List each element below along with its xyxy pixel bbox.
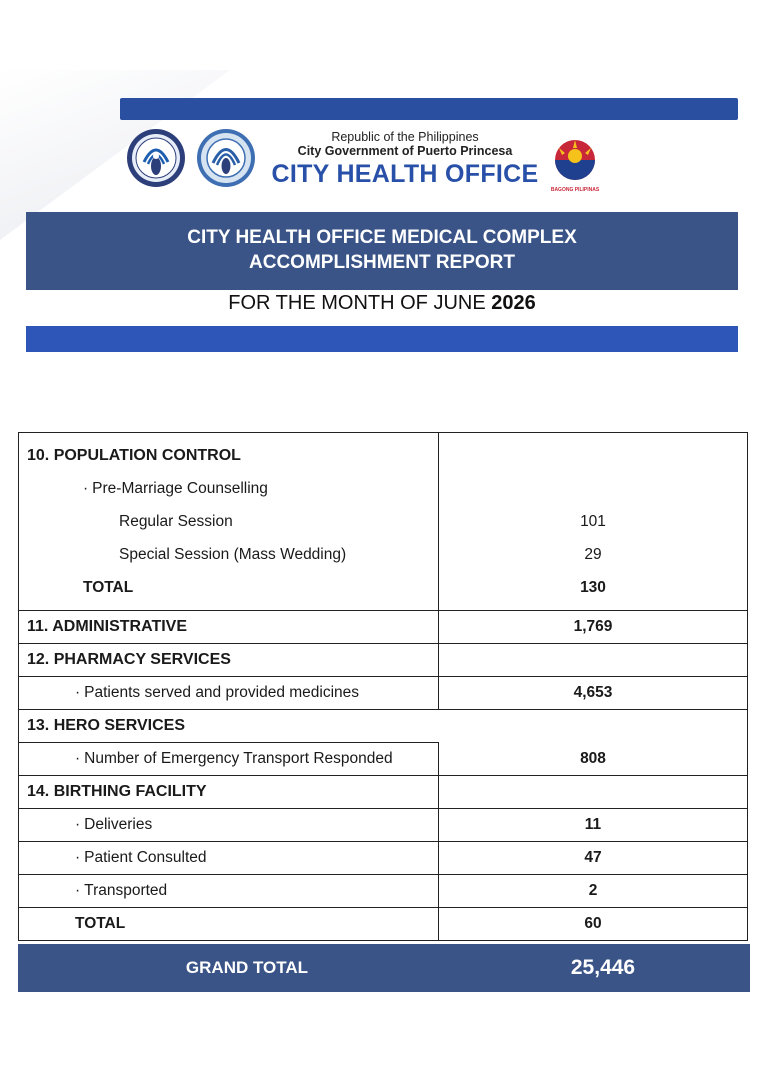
report-title-line2: ACCOMPLISHMENT REPORT	[249, 252, 515, 273]
table-row	[19, 710, 748, 743]
total-label: TOTAL	[83, 579, 134, 596]
value-cell	[439, 710, 748, 743]
value-cell	[439, 776, 748, 809]
table-row	[19, 433, 748, 611]
city-seal-logo	[126, 128, 186, 188]
list-item: · Patient Consulted	[19, 842, 439, 875]
health-office-seal-logo	[196, 128, 256, 188]
list-item: · Deliveries	[19, 809, 439, 842]
table-row	[19, 644, 748, 677]
table-row	[19, 743, 748, 776]
value-cell: 101	[580, 513, 606, 530]
report-period-year: 2026	[491, 292, 536, 314]
report-period	[26, 292, 738, 315]
bagong-pilipinas-wordmark: BAGONG PILIPINAS	[550, 187, 600, 193]
table-row	[19, 908, 748, 941]
value-cell: 808	[439, 743, 748, 776]
list-item: · Transported	[19, 875, 439, 908]
report-title-line1: CITY HEALTH OFFICE MEDICAL COMPLEX	[187, 227, 577, 248]
value-cell: 1,769	[439, 611, 748, 644]
population-control-block	[19, 433, 439, 611]
table-row	[19, 809, 748, 842]
list-item: · Pre-Marriage Counselling	[27, 472, 430, 505]
table-row	[19, 842, 748, 875]
accomplishment-table	[18, 432, 748, 941]
value-cell: 11	[439, 809, 748, 842]
bagong-pilipinas-logo	[546, 136, 604, 194]
section-title: 13. HERO SERVICES	[19, 710, 439, 743]
grand-total-bar	[18, 944, 750, 992]
value-cell: 47	[439, 842, 748, 875]
office-name: CITY HEALTH OFFICE	[271, 160, 539, 188]
letterhead-text	[270, 130, 540, 189]
section-title: 10. POPULATION CONTROL	[27, 447, 241, 464]
top-blue-band	[120, 98, 738, 120]
table-row	[19, 677, 748, 710]
value-cell: 2	[439, 875, 748, 908]
list-item: · Number of Emergency Transport Responded	[19, 743, 439, 776]
grand-total-value: 25,446	[570, 956, 636, 979]
list-item: · Patients served and provided medicines	[19, 677, 439, 710]
table-row	[19, 875, 748, 908]
table-row	[19, 776, 748, 809]
section-title: 12. PHARMACY SERVICES	[19, 644, 439, 677]
report-period-prefix: FOR THE MONTH OF JUNE	[228, 292, 486, 314]
list-item: Special Session (Mass Wedding)	[119, 546, 347, 563]
report-title-banner	[26, 212, 738, 290]
total-label: TOTAL	[19, 908, 439, 941]
total-value: 130	[580, 579, 606, 596]
grand-total-label: GRAND TOTAL	[185, 958, 309, 977]
republic-text: Republic of the Philippines	[331, 130, 479, 144]
list-item: Regular Session	[119, 513, 233, 530]
value-cell: 4,653	[439, 677, 748, 710]
section-title: 11. ADMINISTRATIVE	[19, 611, 439, 644]
table-row	[19, 611, 748, 644]
section-title: 14. BIRTHING FACILITY	[19, 776, 439, 809]
population-control-values	[439, 433, 748, 611]
value-cell: 29	[584, 546, 602, 563]
middle-blue-band	[26, 326, 738, 352]
total-value: 60	[439, 908, 748, 941]
city-government-text: City Government of Puerto Princesa	[297, 144, 513, 158]
value-cell	[439, 644, 748, 677]
